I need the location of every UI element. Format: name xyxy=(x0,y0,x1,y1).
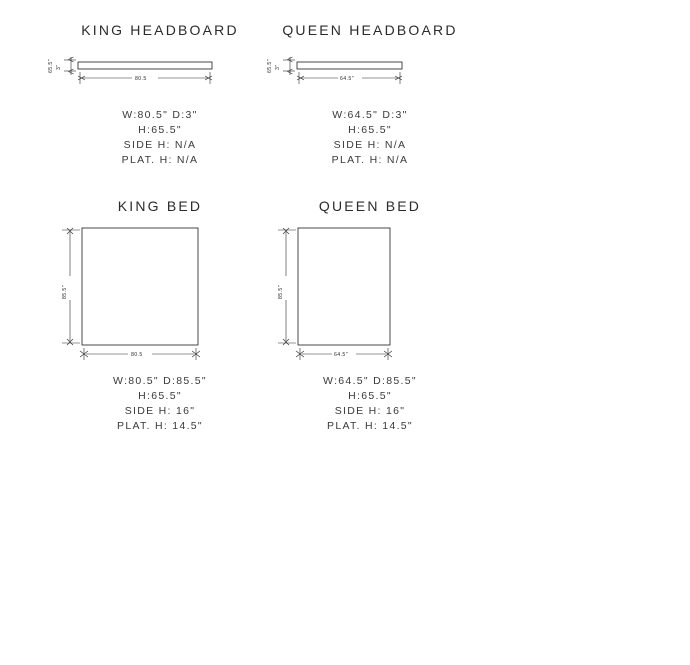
queen-headboard-width-label: 64.5" xyxy=(340,76,354,82)
item-title: QUEEN BED xyxy=(318,198,422,214)
spec-line: W:64.5" D:3" xyxy=(332,109,408,121)
king-headboard-depth-label: 3" xyxy=(56,64,62,70)
queen-headboard-drawing xyxy=(250,48,490,98)
spec-line: PLAT. H: 14.5" xyxy=(117,420,203,432)
queen-bed-width-label: 64.5" xyxy=(334,352,348,358)
spec-line: PLAT. H: N/A xyxy=(121,154,199,166)
item-title: QUEEN HEADBOARD xyxy=(282,22,458,38)
king-headboard-height-label: 65.5" xyxy=(48,59,54,73)
spec-line: SIDE H: N/A xyxy=(333,139,407,151)
king-bed-drawing xyxy=(40,220,280,362)
king-headboard-specs xyxy=(40,108,280,168)
spec-line: SIDE H: 16" xyxy=(334,405,406,417)
item-title: KING BED xyxy=(117,198,203,214)
item-king-headboard xyxy=(40,22,280,166)
queen-headboard-height-label: 65.5" xyxy=(267,59,273,73)
queen-bed-drawing xyxy=(250,220,490,362)
king-bed-depth-label: 85.5" xyxy=(62,285,68,299)
king-bed-width-label: 80.5 xyxy=(131,352,143,358)
item-queen-bed xyxy=(250,198,490,432)
spec-line: H:65.5" xyxy=(348,124,392,136)
item-title: KING HEADBOARD xyxy=(81,22,239,38)
spec-line: W:64.5" D:85.5" xyxy=(323,375,417,387)
spec-line: SIDE H: N/A xyxy=(123,139,197,151)
spec-line: SIDE H: 16" xyxy=(124,405,196,417)
spec-line: PLAT. H: 14.5" xyxy=(327,420,413,432)
king-headboard-drawing xyxy=(40,48,280,98)
queen-headboard-depth-label: 3" xyxy=(275,64,281,70)
queen-headboard-specs xyxy=(250,108,490,168)
king-bed-specs xyxy=(40,374,280,434)
king-headboard-width-label: 80.5 xyxy=(135,76,147,82)
queen-bed-specs xyxy=(250,374,490,434)
spec-line: W:80.5" D:85.5" xyxy=(113,375,207,387)
spec-line: PLAT. H: N/A xyxy=(331,154,409,166)
item-queen-headboard xyxy=(250,22,490,166)
item-king-bed xyxy=(40,198,280,432)
spec-line: H:65.5" xyxy=(138,390,182,402)
spec-line: W:80.5" D:3" xyxy=(122,109,198,121)
spec-line: H:65.5" xyxy=(348,390,392,402)
spec-line: H:65.5" xyxy=(138,124,182,136)
queen-bed-depth-label: 85.5" xyxy=(278,285,284,299)
